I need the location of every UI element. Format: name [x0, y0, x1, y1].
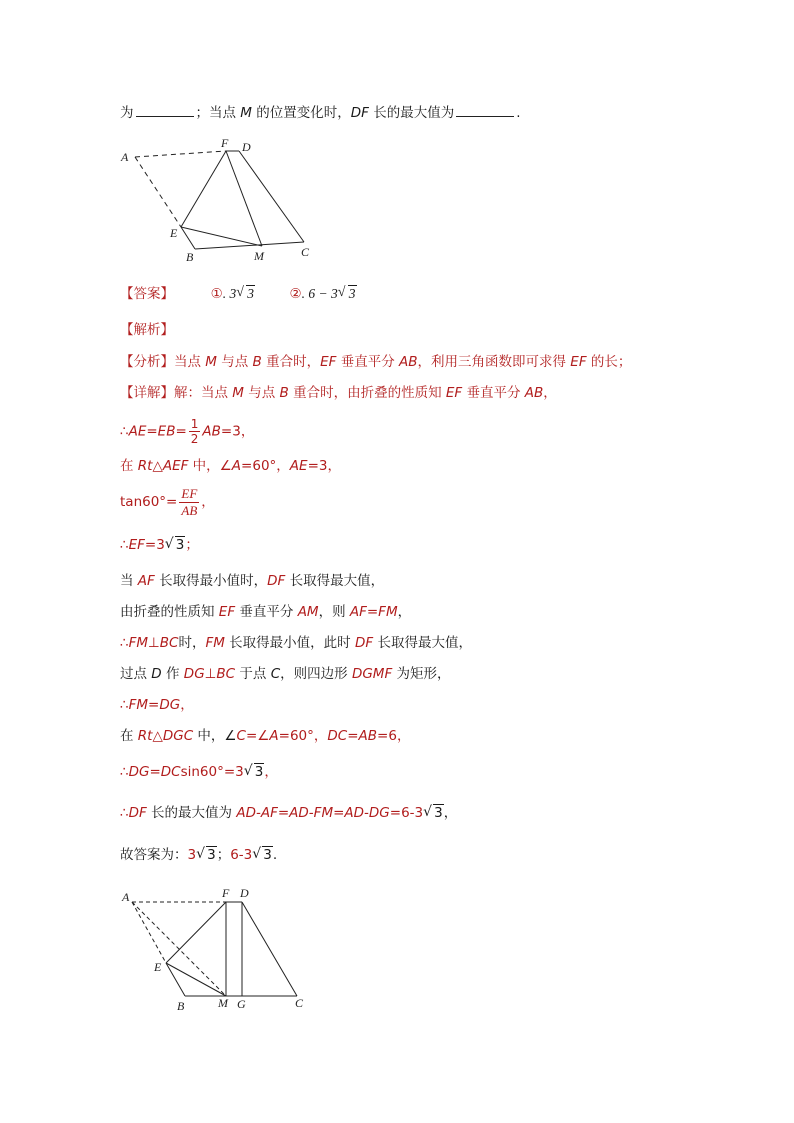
var-fm: FM [205, 635, 225, 651]
sqrt-radicand: 3 [434, 805, 443, 821]
var-expr: AD-AF=AD-FM=AD-DG [236, 805, 390, 821]
step-fm [120, 633, 472, 653]
var-a: A [269, 728, 279, 744]
answer-marker-1: ① [210, 286, 223, 302]
final-value-1: 3 [187, 847, 197, 863]
fraction-ef-ab [179, 486, 199, 519]
text: =3， [307, 458, 341, 474]
text: 重合时， [261, 354, 321, 370]
step-fm-dg [120, 695, 194, 715]
var-eq: AF=FM [349, 604, 398, 620]
jiexi-heading: 【解析】 [120, 322, 174, 338]
xiangjie-label: 【详解】 [120, 385, 174, 401]
text: 时， [178, 635, 206, 651]
answer-value-1: . 3 [222, 286, 237, 301]
var-ab: AB [524, 385, 544, 401]
text: ， [201, 494, 215, 510]
fraction-den: 2 [190, 432, 199, 446]
fig2-label-a: A [122, 890, 130, 904]
therefore-symbol: ∴ [120, 537, 129, 553]
step-ae [120, 417, 254, 446]
text: =60°， [241, 458, 290, 474]
text: 中，∠ [188, 458, 232, 474]
answer-blank-1 [136, 103, 194, 117]
fig1-seg-af [135, 151, 226, 157]
var-a: A [231, 458, 242, 474]
var-ab: AB [202, 423, 221, 440]
text: ， [543, 385, 557, 401]
text: sin60°=3 [180, 764, 244, 780]
text: 长取得最小值时， [154, 573, 268, 589]
sqrt-radicand: 3 [247, 286, 254, 301]
question-text: 的位置变化时， [251, 105, 351, 121]
fenxi-label: 【分析】 [120, 354, 174, 370]
text: 由折叠的性质知 [120, 604, 219, 620]
fig1-label-a: A [121, 150, 129, 164]
text: ， [264, 764, 278, 780]
text: 在 [120, 458, 138, 474]
var-ae: AE [128, 423, 147, 440]
final-answer [120, 845, 277, 865]
var-m: M [232, 385, 244, 401]
text: 解：当点 [174, 385, 233, 401]
fig2-seg-dc [242, 902, 297, 996]
var-triangle: Rt△DGC [137, 728, 194, 744]
final-value-2: 6-3 [230, 847, 253, 863]
fig2-label-d: D [240, 886, 249, 900]
fig1-label-c: C [301, 245, 310, 259]
fig1-seg-dc [239, 151, 304, 242]
question-text: 长的最大值为 [368, 105, 455, 121]
text: =3， [220, 423, 255, 440]
var-c: C [236, 728, 246, 744]
fraction-half [189, 417, 201, 446]
text: =3 [144, 537, 165, 553]
therefore-symbol: ∴ [120, 697, 129, 713]
sqrt-3: √ 3 [337, 285, 356, 301]
var-eq: FM=DG [128, 697, 181, 713]
var-dg: DG=DC [128, 764, 181, 780]
text: 的长； [586, 354, 632, 370]
var-dc: DC=AB [327, 728, 378, 744]
text: ， [397, 604, 412, 620]
fig1-label-d: D [242, 140, 251, 154]
var-ef: EF [218, 604, 236, 620]
text: = [146, 423, 158, 440]
figure-2 [115, 883, 315, 1018]
var-d: D [151, 666, 162, 682]
answer-label: 【答案】 [120, 286, 174, 302]
text: 当点 [174, 354, 206, 370]
sqrt-3: √ 3 [243, 763, 264, 780]
var-ae: AE [289, 458, 308, 474]
var-m: M [205, 354, 217, 370]
question-text: ；当点 [195, 105, 241, 121]
var-dg-bc: DG⊥BC [183, 666, 236, 682]
sqrt-3: √ 3 [196, 846, 216, 863]
fig2-label-b: B [177, 999, 185, 1013]
fig2-label-e: E [154, 960, 162, 974]
var-triangle: Rt△AEF [137, 458, 189, 474]
answer-marker-2: ② [289, 286, 302, 302]
sqrt-3: √ 3 [164, 536, 185, 553]
step-tan [120, 485, 215, 519]
var-df: DF [354, 635, 374, 651]
answer-value-2: . 6 − 3 [301, 286, 338, 301]
sqrt-radicand: 3 [207, 847, 216, 863]
text: tan60°= [120, 494, 178, 510]
text: 过点 [120, 666, 152, 682]
step-rt-aef [120, 456, 341, 476]
step-dg-value [120, 762, 278, 782]
step-dg [120, 664, 451, 684]
step-rt-dgc [120, 726, 410, 746]
text: ，则 [318, 604, 350, 620]
step-ef [120, 535, 199, 555]
text: = [175, 423, 187, 440]
sqrt-3: √ 3 [252, 846, 272, 863]
fraction-num: 1 [190, 417, 199, 431]
var-eb: EB [157, 423, 176, 440]
fig1-seg-ef [181, 151, 226, 227]
text: ， [443, 805, 458, 821]
text: 长的最大值为 [146, 805, 237, 821]
var-b: B [252, 354, 262, 370]
text: 长取得最大值， [373, 635, 472, 651]
fig2-seg-ae [132, 902, 166, 963]
text: ， [180, 697, 194, 713]
fig1-seg-em [181, 227, 262, 246]
var-ef: EF [570, 354, 587, 370]
fig1-seg-fm [226, 151, 262, 246]
text: 作 [161, 666, 184, 682]
therefore-symbol: ∴ [120, 423, 129, 440]
text: 与点 [243, 385, 280, 401]
text: 长取得最小值，此时 [224, 635, 355, 651]
answer-line [120, 284, 357, 304]
text: 当 [120, 573, 138, 589]
text: =∠ [245, 728, 270, 744]
var-ef: EF [128, 537, 145, 553]
text: . [272, 847, 278, 863]
step-af [120, 571, 384, 591]
text: =6-3 [389, 805, 424, 821]
text: 于点 [235, 666, 271, 682]
text: 与点 [216, 354, 253, 370]
var-ef: EF [320, 354, 337, 370]
text: 中，∠ [193, 728, 237, 744]
sqrt-radicand: 3 [263, 847, 272, 863]
text: 在 [120, 728, 138, 744]
text: =60°， [278, 728, 328, 744]
question-line [120, 103, 521, 123]
var-df: DF [128, 805, 147, 821]
therefore-symbol: ∴ [120, 805, 129, 821]
sqrt-radicand: 3 [348, 286, 356, 301]
text: ； [216, 847, 231, 863]
text: 垂直平分 [462, 385, 525, 401]
sqrt-3: √ 3 [236, 285, 254, 301]
sqrt-radicand: 3 [175, 537, 185, 553]
question-text: . [516, 105, 521, 121]
fig1-label-e: E [170, 226, 178, 240]
var-fm-bc: FM⊥BC [128, 635, 179, 651]
text: 长取得最大值， [285, 573, 385, 589]
var-af: AF [137, 573, 155, 589]
var-b: B [279, 385, 289, 401]
var-c: C [270, 666, 281, 682]
var-df: DF [350, 105, 369, 121]
question-text: 为 [120, 105, 134, 121]
therefore-symbol: ∴ [120, 764, 129, 780]
var-ef: EF [445, 385, 463, 401]
fig2-label-g: G [237, 997, 246, 1011]
text: 为矩形， [392, 666, 451, 682]
fig2-seg-ef [166, 902, 226, 963]
text: ，利用三角函数即可求得 [417, 354, 571, 370]
fenxi-line [120, 352, 631, 372]
therefore-symbol: ∴ [120, 635, 129, 651]
fig1-label-b: B [186, 250, 194, 264]
text: ，则四边形 [280, 666, 352, 682]
fig2-label-m: M [218, 996, 228, 1010]
fig1-label-m: M [254, 249, 264, 263]
var-ab: AB [399, 354, 418, 370]
text: 垂直平分 [235, 604, 298, 620]
var-m: M [240, 105, 252, 121]
fraction-num: EF [181, 485, 198, 501]
sqrt-3: √ 3 [423, 804, 443, 821]
text: 垂直平分 [336, 354, 399, 370]
text: ； [185, 537, 199, 553]
sqrt-radicand: 3 [254, 764, 264, 780]
fig1-seg-ae [135, 157, 181, 227]
step-max [120, 803, 457, 823]
figure-1 [115, 135, 315, 270]
answer-blank-2 [456, 103, 514, 117]
fig2-label-c: C [295, 996, 304, 1010]
fig1-label-f: F [221, 136, 229, 150]
step-fold [120, 602, 411, 622]
fig2-label-f: F [222, 886, 230, 900]
xiangjie-line [120, 383, 557, 403]
var-am: AM [297, 604, 319, 620]
text: 重合时，由折叠的性质知 [288, 385, 446, 401]
var-dgmf: DGMF [351, 666, 393, 682]
text: 故答案为： [120, 847, 188, 863]
text: =6， [377, 728, 411, 744]
var-df: DF [267, 573, 286, 589]
fraction-den: AB [181, 502, 198, 518]
